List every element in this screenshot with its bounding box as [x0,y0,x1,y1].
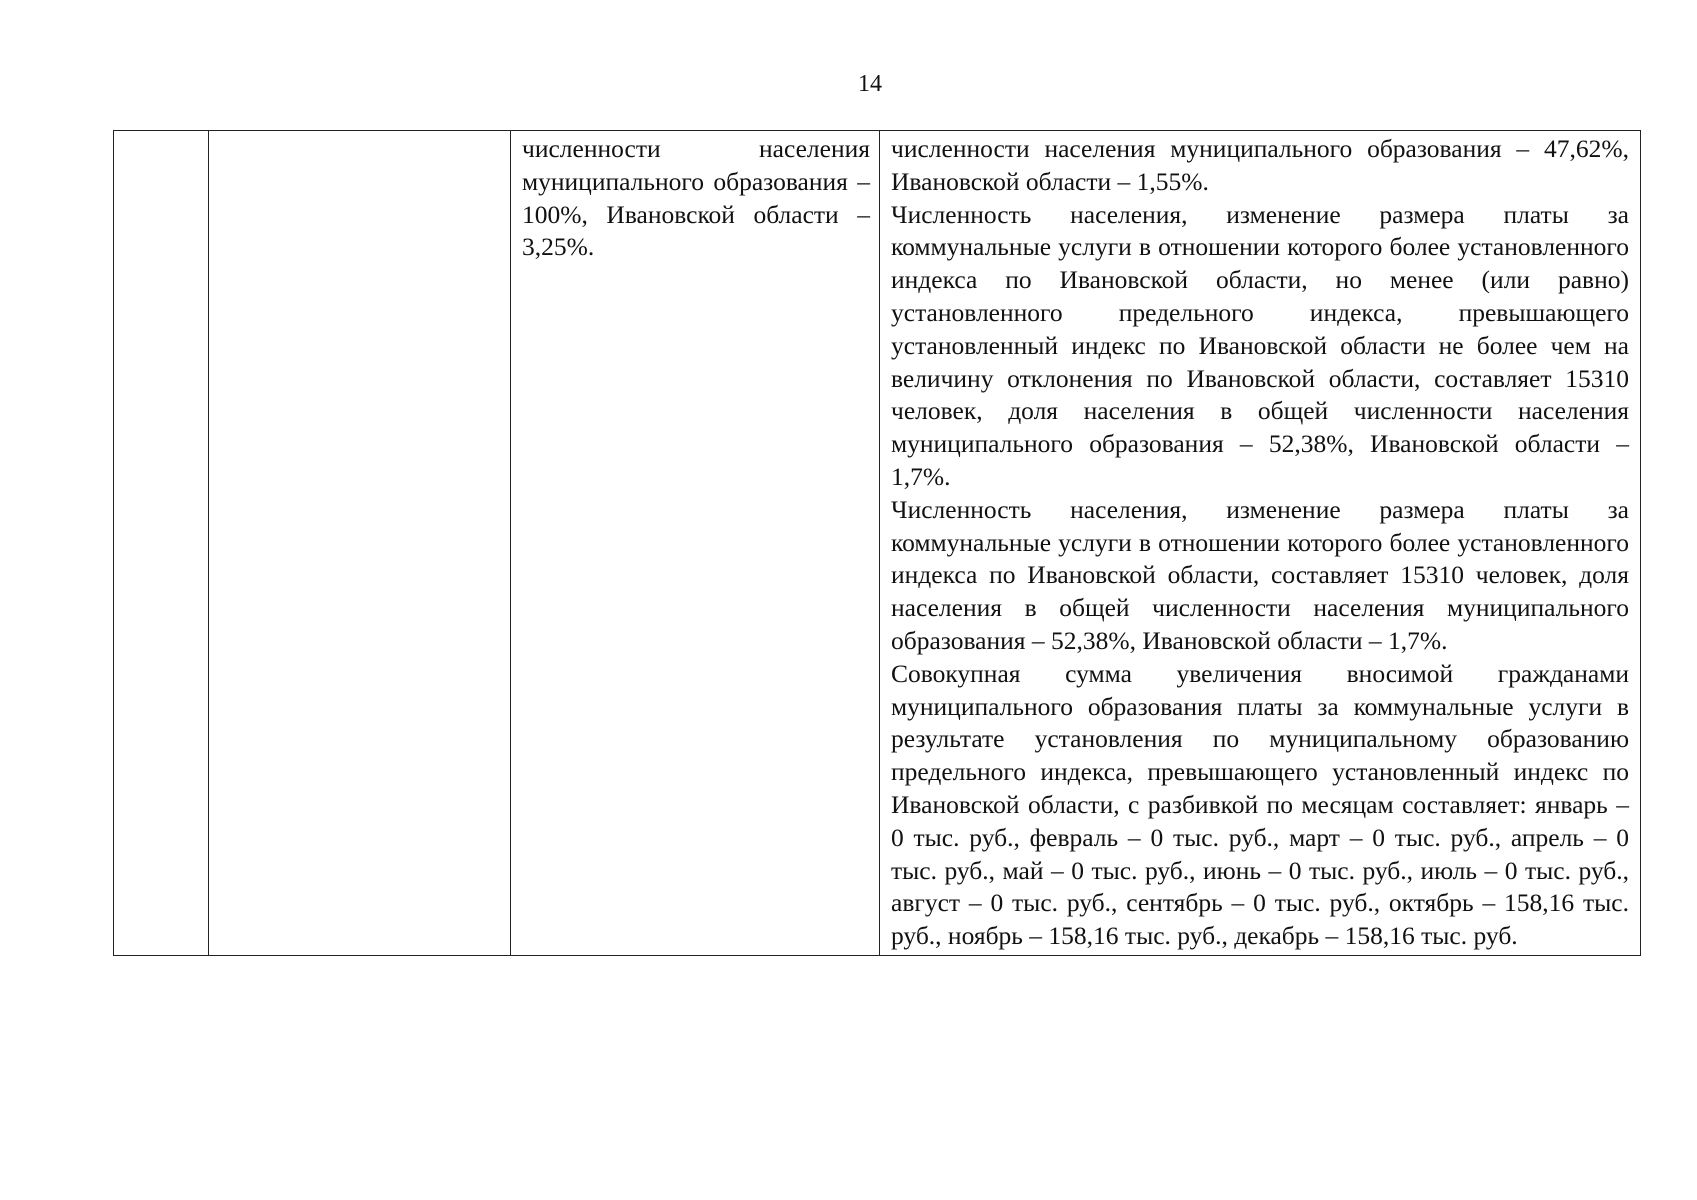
table-row [114,131,1641,956]
table-cell-justification [880,131,1641,956]
table-cell-name [209,131,511,956]
justification-paragraph-3: Численность населения, изменение размера платы за коммунальные услуги в отношении которого более установленного индекса по Ивановской области, составляет 15310 человек, доля населения в общей численности населения муниципального образования – 52,38%, Ивановской области – 1,7%. [891,494,1629,655]
cell-name-text [209,131,510,135]
justification-paragraph-2: Численность населения, изменение размера платы за коммунальные услуги в отношении которого более установленного индекса по Ивановской области, но менее (или равно) установленного предельного индекса, превышающего установленный индекс по Ивановской области не более чем на величину отклонения по Ивановской области, составляет 15310 человек, доля населения в общей численности населения муниципального образования – 52,38%, Ивановской области – 1,7%. [891,199,1629,491]
page-number: 14 [858,71,882,97]
population-share-text: численности населения муниципального образования – 100%, Ивановской области – 3,25%. [522,134,870,262]
document-table [113,130,1641,956]
cell-number-text [114,131,208,135]
table-cell-number [114,131,209,956]
justification-paragraph-1: численности населения муниципального образования – 47,62%, Ивановской области – 1,55%. [891,134,1629,196]
table-cell-population-share [511,131,880,956]
justification-paragraph-4: Совокупная сумма увеличения вносимой гражданами муниципального образования платы за коммунальные услуги в результате установления по муниципальному образованию предельного индекса, превышающего установленный индекс по Ивановской области, с разбивкой по месяцам составляет: январь – 0 тыс. руб., февраль – 0 тыс. руб., март – 0 тыс. руб., апрель – 0 тыс. руб., май – 0 тыс. руб., июнь – 0 тыс. руб., июль – 0 тыс. руб., август – 0 тыс. руб., сентябрь – 0 тыс. руб., октябрь – 158,16 тыс. руб., ноябрь – 158,16 тыс. руб., декабрь – 158,16 тыс. руб. [891,658,1629,951]
